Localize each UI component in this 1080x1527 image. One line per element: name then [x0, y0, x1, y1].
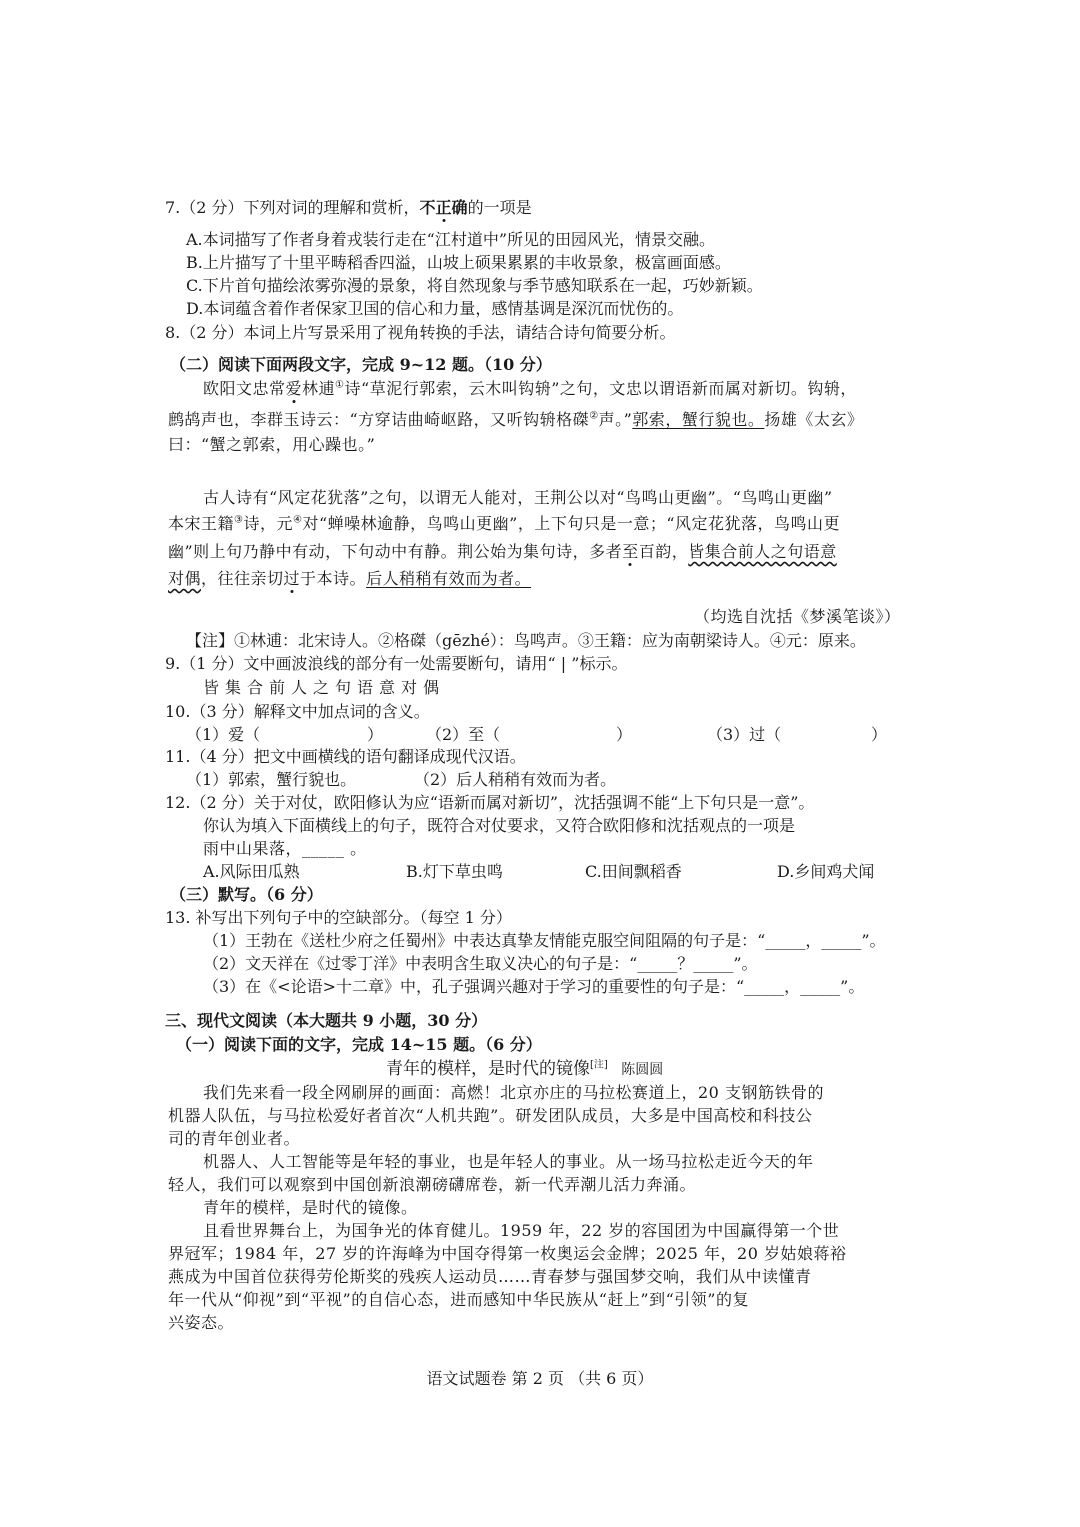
q7-option-a: A.本词描写了作者身着戎装行走在“江村道中”所见的田园风光，情景交融。	[186, 230, 716, 249]
q7-emphasis	[420, 198, 468, 217]
article-line: 机器人、人工智能等是年轻的事业，也是年轻人的事业。从一场马拉松走近今天的年	[203, 1152, 814, 1171]
annotation-notes: 【注】①林逋：北宋诗人。②格磔（gēzhé）：鸟鸣声。③王籍：应为南朝梁诗人。④元：原来。	[186, 631, 866, 650]
question-10: 10.（3 分）解释文中加点词的含义。	[165, 702, 430, 721]
passage-source: （均选自沈括《梦溪笔谈》）	[694, 607, 901, 626]
p1-text: 声。”	[598, 410, 633, 429]
q12-line2: 你认为填入下面横线上的句子，既符合对仗要求，又符合欧阳修和沈括观点的一项是	[203, 816, 796, 835]
q7-stem-text: 7.（2 分）下列对词的理解和赏析，	[165, 198, 420, 217]
footnote-mark: ②	[589, 410, 599, 422]
p2-text: 于本诗。	[300, 569, 367, 588]
passage2-line4	[168, 568, 531, 590]
part-3-title: 三、现代文阅读（本大题共 9 小题，30 分）	[165, 1011, 488, 1030]
article-title-line	[386, 1058, 663, 1081]
article-line: 轻人，我们可以观察到中国创新浪潮磅礴席卷，新一代弄潮儿活力奔涌。	[168, 1175, 697, 1194]
article-line: 兴姿态。	[168, 1313, 235, 1332]
p1-text: 林逋	[302, 379, 336, 398]
p2-text: 百韵，	[638, 542, 689, 561]
dotted-word-guo: 过	[283, 569, 301, 588]
q10-item-2-close: ）	[616, 725, 633, 744]
passage1-line1	[203, 378, 857, 400]
q7-option-c: C.下片首句描绘浓雾弥漫的景象，将自然现象与季节感知联系在一起，巧妙新颖。	[186, 276, 763, 295]
p2-text: 对“蝉噪林逾静，鸟鸣山更幽”，上下句只是一意；“风定花犹落，鸟鸣山更	[302, 514, 841, 533]
article-line: 机器人队伍，与马拉松爱好者首次“人机共跑”。研发团队成员，大多是中国高校和科技公	[168, 1106, 813, 1125]
q11-item-2: （2）后人稍稍有效而为者。	[414, 770, 617, 789]
underlined-sentence-2: 后人稍稍有效而为者。	[366, 569, 532, 588]
article-line: 界冠军；1984 年，27 岁的许海峰为中国夺得第一枚奥运会金牌；2025 年，20 岁姑娘蒋裕	[168, 1244, 847, 1263]
q13-item-3: （3）在《<论语>十二章》中，孔子强调兴趣对于学习的重要性的句子是：“_____，_____”。	[203, 977, 865, 996]
passage2-line3	[168, 541, 837, 563]
p1-text: 鹧鸪声也，李群玉诗云：“方穿诘曲崎岖路，又听钩辀格磔	[168, 410, 590, 429]
q10-item-3: （3）过（	[707, 725, 782, 744]
section-3-title: （三）默写。（6 分）	[170, 885, 323, 904]
article-line: 我们先来看一段全网刷屏的画面：高燃！北京亦庄的马拉松赛道上，20 支钢筋铁骨的	[203, 1083, 824, 1102]
article-author: 陈圆圆	[621, 1062, 664, 1078]
q7-stem-tail: 的一项是	[467, 198, 532, 217]
underlined-sentence-1: 郭索，蟹行貌也。	[632, 410, 765, 429]
article-title: 青年的模样，是时代的镜像	[386, 1059, 590, 1079]
q10-item-1: （1）爱（	[186, 725, 261, 744]
footnote-mark: ④	[293, 514, 303, 526]
page-footer: 语文试题卷 第 2 页 （共 6 页）	[426, 1369, 654, 1388]
question-8: 8.（2 分）本词上片写景采用了视角转换的手法，请结合诗句简要分析。	[165, 323, 676, 342]
q12-line3: 雨中山果落，_____ 。	[203, 839, 367, 858]
wavy-underlined-text: 皆集合前人之句语意	[688, 542, 837, 561]
q11-item-1: （1）郭索，蟹行貌也。	[186, 770, 357, 789]
dotted-word-zhi: 至	[622, 542, 639, 561]
question-9: 9.（1 分）文中画波浪线的部分有一处需要断句，请用“ | ”标示。	[165, 654, 628, 673]
q12-option-b: B.灯下草虫鸣	[406, 862, 503, 881]
wavy-underlined-text: 对偶	[168, 569, 202, 588]
p2-text: 本宋王籍	[168, 514, 235, 533]
q13-item-2: （2）文天祥在《过零丁洋》中表明含生取义决心的句子是：“_____？_____”。	[203, 954, 758, 973]
question-12: 12.（2 分）关于对仗，欧阳修认为应“语新而属对新切”，沈括强调不能“上下句只是一意”。	[165, 793, 815, 812]
footnote-mark: ③	[234, 514, 244, 526]
p1-text: 诗“草泥行郭索，云木叫钩辀”之句，文忠以谓语新而属对新切。钩辀，	[344, 379, 857, 398]
question-13: 13. 补写出下列句子中的空缺部分。（每空 1 分）	[165, 908, 512, 927]
article-line: 燕成为中国首位获得劳伦斯奖的残疾人运动员……青春梦与强国梦交响，我们从中读懂青	[168, 1267, 812, 1286]
q12-option-c: C.田间飘稻香	[585, 862, 682, 881]
p2-text: 幽”则上句乃静中有动，下句动中有静。荆公始为集句诗，多者	[168, 542, 623, 561]
section-2-title: （二）阅读下面两段文字，完成 9~12 题。（10 分）	[170, 355, 552, 374]
article-line: 年一代从“仰视”到“平视”的自信心态，进而感知中华民族从“赶上”到“引领”的复	[168, 1290, 749, 1309]
q13-item-1: （1）王勃在《送杜少府之任蜀州》中表达真挚友情能克服空间阻隔的句子是：“_____，_____”。	[203, 931, 886, 950]
q10-item-2: （2）至（	[426, 725, 501, 744]
p1-text: 欧阳文忠常	[203, 379, 286, 398]
passage1-line2	[168, 409, 863, 431]
article-note-mark: [注]	[590, 1059, 608, 1071]
q12-option-d: D.乡间鸡犬闻	[777, 862, 875, 881]
passage1-line3: 曰：“蟹之郭索，用心躁也。”	[168, 435, 376, 454]
q12-option-a: A.风际田瓜熟	[203, 862, 300, 881]
p1-text: 扬雄《太玄》	[764, 410, 864, 429]
part-3-subsection: （一）阅读下面的文字，完成 14~15 题。（6 分）	[176, 1035, 542, 1054]
article-line: 司的青年创业者。	[168, 1129, 301, 1148]
q7-emph-text: 不正确	[419, 198, 468, 217]
p2-text: 诗，元	[243, 514, 293, 533]
question-7-stem	[165, 197, 532, 219]
passage2-line1: 古人诗有“风定花犹落”之句，以谓无人能对，王荆公以对“鸟鸣山更幽”。“鸟鸣山更幽”	[203, 488, 833, 507]
article-line: 且看世界舞台上，为国争光的体育健儿。1959 年，22 岁的容国团为中国赢得第一个世	[203, 1221, 840, 1240]
question-11: 11.（4 分）把文中画横线的语句翻译成现代汉语。	[165, 747, 526, 766]
footnote-mark: ①	[335, 379, 345, 391]
q10-item-1-close: ）	[367, 725, 384, 744]
article-line: 青年的模样，是时代的镜像。	[203, 1198, 418, 1217]
q7-option-b: B.上片描写了十里平畴稻香四溢，山坡上硕果累累的丰收景象，极富画面感。	[186, 253, 731, 272]
q9-sentence: 皆集合前人之句语意对偶	[203, 678, 446, 697]
passage2-line2	[168, 513, 840, 535]
q7-option-d: D.本词蕴含着作者保家卫国的信心和力量，感情基调是深沉而忧伤的。	[186, 299, 684, 318]
p2-text: ，往往亲切	[201, 569, 284, 588]
dotted-word-ai: 爱	[285, 379, 303, 398]
q10-item-3-close: ）	[871, 725, 888, 744]
